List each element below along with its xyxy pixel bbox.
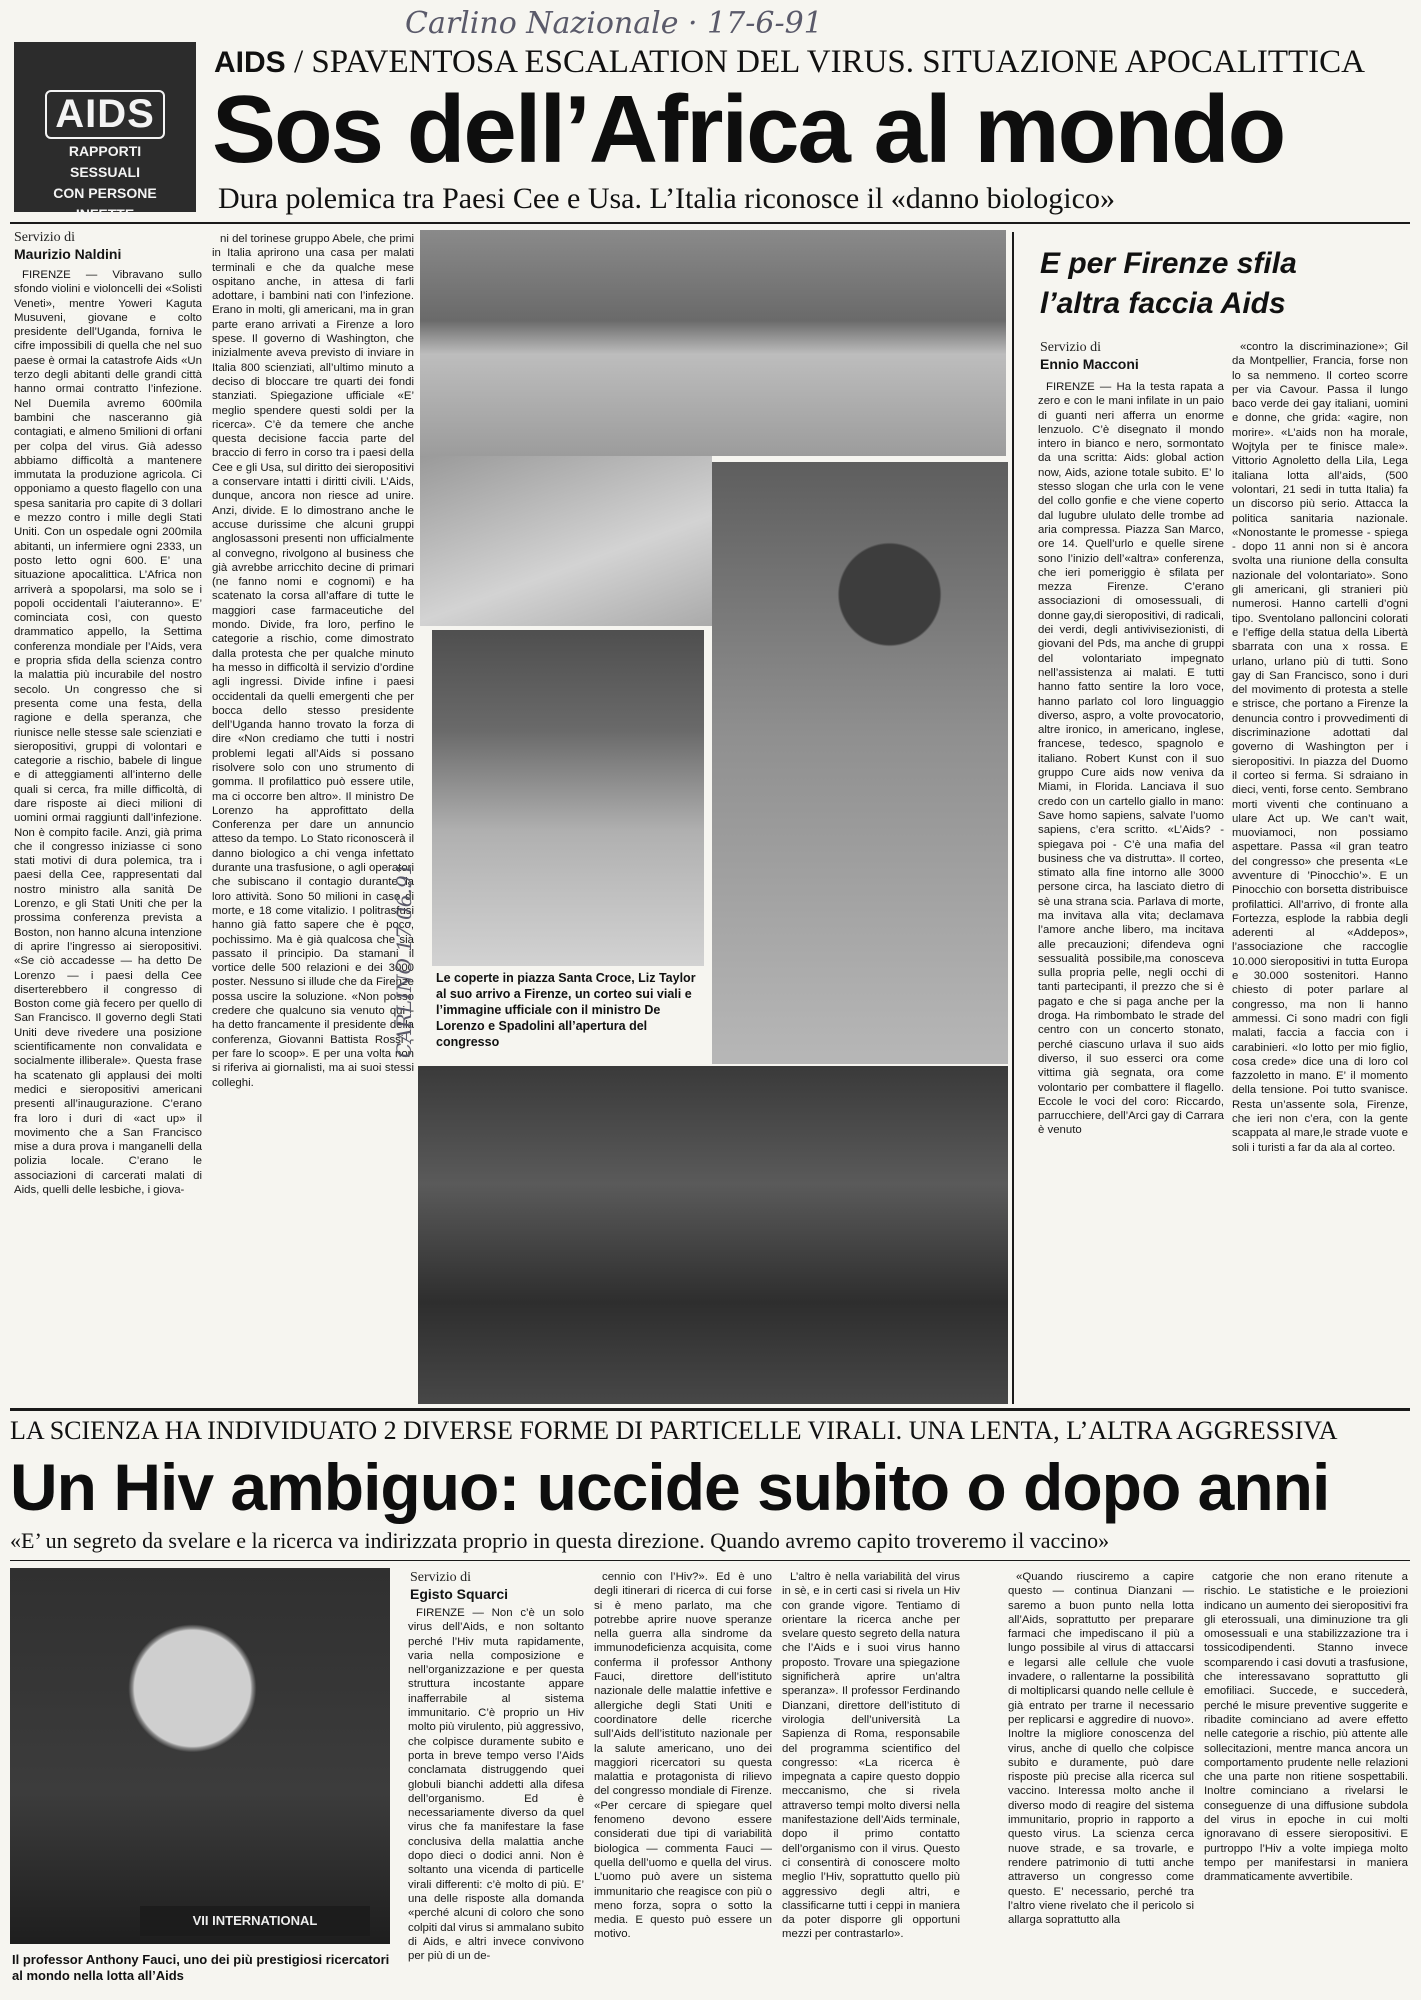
photo-quilts — [420, 456, 712, 626]
article1-byline-label: Servizio di — [14, 230, 76, 245]
aids-logo — [14, 42, 196, 222]
article2-column-1: FIRENZE — Non c’è un solo virus dell’Aids, e non soltanto perché l’Hiv muta rapidamente, varia nella composizione e nell’organizzazione e per questa struttura incostante appare inafferrabile al sistema immunitario. C’è proprio un Hiv molto più virulento, più aggressivo, che colpisce duramente subito e porta in breve tempo verso l’Aids conclamata distruggendo quei globuli bianchi addetti alla difesa dell’organismo. Ed è necessariamente diverso da quel virus che fa manifestare la fase conclusiva della malattia anche dopo dieci o dodici anni. Non è soltanto una vicenda di particelle virali differenti: c’è molto di più. E’ una delle risposte alla domanda «perché alcuni di coloro che sono colpiti dal virus si ammalano subito di Aids, e altri invece convivono per più di un de- — [408, 1607, 584, 1963]
aids-logo-line-1: RAPPORTI — [68, 143, 142, 159]
article1-caption: Le coperte in piazza Santa Croce, Liz Taylor al suo arrivo a Firenze, un corteo sui viali e l’immagine ufficiale con il ministro De Lorenzo e Spadolini all’apertura del congresso — [436, 971, 696, 1049]
article2-kicker: LA SCIENZA HA INDIVIDUATO 2 DIVERSE FORME DI PARTICELLE VIRALI. UNA LENTA, L’ALTRA AGGRESSIVA — [10, 1416, 1338, 1445]
sidebar-headline-line-2: l’altra faccia Aids — [1040, 287, 1286, 320]
photo-congress-opening — [418, 1066, 1008, 1404]
article2-caption: Il professor Anthony Fauci, uno dei più prestigiosi ricercatori al mondo nella lotta all’Aids — [12, 1952, 390, 1983]
aids-logo-line-3: CON PERSONE — [53, 185, 157, 201]
article2-column-4: «Quando riusciremo a capire questo — continua Dianzani — saremo a buon punto nella lotta all’Aids, soprattutto per preparare farmaci che impediscano il più a lungo possibile al virus di attaccarsi e legarsi alle cellule che vuole invadere, o rallentarne la possibilità di moltiplicarsi quando nelle cellule è già entrato per trarne il necessario per replicarsi e aggredire di nuovo». Inoltre la migliore conoscenza del virus, anche di quello che colpisce subito e duramente, può dare risposte più precise alla ricerca sul vaccino. Interessa molto anche il diverso modo di reagire del sistema immunitario, proprio in rapporto a questo virus. La scienza cerca nuove strade, e sa trovarle, e rendere patrimonio di tutti anche attraverso un congresso come questo. E’ necessario, perché tra l’altro viene rivelato che il pericolo si allarga soprattutto alla — [1008, 1571, 1194, 1927]
photo-sign: VII INTERNATIONAL — [140, 1906, 370, 1936]
photo-liz-taylor — [712, 462, 1008, 1064]
sidebar-column-2: «contro la discriminazione»; Gil da Montpellier, Francia, forse non lo sa nemmeno. Il corteo scorre per via Cavour. Passa il lungo baco verde dei gay italiani, uomini e donne, che grida: «agire, non morire». «L’aids non ha morale, Wojtyla per te finisce male». Vittorio Agnoletto della Lila, Lega italiana lotta all’aids, (500 volontari, 21 sedi in tutta Italia) fa un discorso più serio. Attacca la politica sanitaria nazionale. «Nonostante le promesse - spiega - dopo 11 anni non si è ancora svolta una riunione della consulta nazionale del volontariato». Sono gli americani, gli stranieri più numerosi. Hanno cartelli d’ogni tipo. Sventolano palloncini colorati e l’effige della statua della Libertà sbarrata con una x rossa. E urlano, urlano più di tutti. Sono gay di San Francisco, sono i duri del movimento di protesta a stelle e strisce, che portano a Firenze la denuncia contro i provvedimenti di discriminazione adottati dal governo di Washington per i sieropositivi. In piazza del Duomo il corteo si ferma. Si sdraiano in dieci, venti, forse cento. Sembrano morti viventi che continuano a ulare Act up. We can’t wait, muoviamoci, non possiamo aspettare. Passa «il gran teatro del congresso» che presenta «Le avventure di ’Pinocchio’». E un Pinocchio con borsetta distribuisce profilattici. All’arrivo, di fronte alla Fortezza, esplode la rabbia degli aderenti al «Addepos», l’associazione che raccoglie 10.000 sieropositivi in tutta Europa e 30.000 sostenitori. Hanno chiesto di poter parlare al congresso, ma non li hanno ammessi. Ci sono madri con figli malati, faccia a faccia con i carabinieri. «Io lotto per mio figlio, cosa crede» dice una di loro col fazzoletto in mano. E’ il momento della tensione. Poi tutto svanisce. Resta un’assente sola, Firenze, che ieri non c’era, con la gente scappata al mare,le strade vuote e soli i turisti a far da ala al corteo. — [1232, 341, 1408, 1154]
kicker-text: / SPAVENTOSA ESCALATION DEL VIRUS. SITUAZIONE APOCALITTICA — [285, 44, 1365, 80]
article2-byline-name: Egisto Squarci — [410, 1586, 509, 1602]
article2-column-3: L’altro è nella variabilità del virus in sè, e in certi casi si rivela un Hiv con grande vigore. Tentiamo di orientare la ricerca anche per svelare questo segreto della natura che l’Aids e i suoi virus hanno proposto. Trovare una spiegazione significherà aprire un’altra speranza». Il professor Ferdinando Dianzani, direttore dell’istituto di virologia dell’università La Sapienza di Roma, responsabile del programma scientifico del congresso: «La ricerca è impegnata a capire questo doppio meccanismo, che si rivela attraverso tempi molto diversi nella manifestazione dell’Aids terminale, dopo il primo contatto dell’organismo con il virus. Questo ci consentirà di conoscere molto meglio l’Hiv, soprattutto quello più aggressivo degli altri, e classificarne tutti i ceppi in maniera da poter disporre gli opportuni mezzi per contrastarlo». — [782, 1571, 960, 1941]
article2-headline: Un Hiv ambiguo: uccide subito o dopo anni — [10, 1450, 1330, 1524]
article1-column-1: FIRENZE — Vibravano sullo sfondo violini e violoncelli dei «Solisti Veneti», mentre Yoweri Kaguta Musuveni, giovane e colto presidente dell’Uganda, forniva le cifre impossibili di quella che nel suo paese è ormai la catastrofe Aids «Un terzo degli abitanti delle grandi città hanno ormai contratto l’infezione. Nel Duemila avremo 600mila bambini che nasceranno già contagiati, e almeno 5milioni di orfani per colpa del virus. Già adesso abbiamo difficoltà a mantenere immutata la produzione agricola. Ci opponiamo a questo flagello con una spesa sanitaria pro capite di 3 dollari e mezzo contro i mille degli Stati Uniti. Con un ospedale ogni 200mila abitanti, un infermiere ogni 2333, un posto letto ogni 600. E’ una situazione apocalittica. L’Africa non arriverà a spopolarsi, ma solo se i popoli occidentali l’aiuteranno». E’ cominciata così, con questo drammatico appello, la Settima conferenza mondiale per l’Aids, vera e propria sfida della scienza contro la malattia più incurabile del nostro secolo. Un congresso che si presenta come una festa, della ragione e della speranza, che riunisce nelle stesse sale scienziati e sieropositivi, gruppi di volontari e categorie a rischio, babele di lingue e di atteggiamenti all’interno delle quali si cerca, fra mille difficoltà, di dare risposte ai dieci milioni di uomini ormai raggiunti dall’infezione. Non è compito facile. Anzi, già prima che il congresso iniziasse ci sono stati motivi di dura polemica, tra i paesi della Cee, rappresentati dal nostro ministro alla sanità De Lorenzo, e gli Stati Uniti che per la prossima conferenza prevista a Boston, non hanno alcuna intenzione di aprire l’ingresso ai sieropositivi. «Se ciò accadesse — ha detto De Lorenzo — i paesi della Cee diserterebbero il congresso di Boston come già fecero per quello di San Francisco. Il governo degli Stati Uniti deve rivedere una posizione scientificamente non convalidata e socialmente illiberale». Questa frase ha scatenato gli applausi dei molti medici e sieropositivi americani presenti all’inaugurazione. C’erano fra loro i duri di «act up» il movimento che a San Francisco mise a dura prova i manganelli della polizia locale. C’erano le associazioni di carcerati malati di Aids, quelli delle lesbiche, i giova- — [14, 269, 202, 1196]
aids-logo-line-2: SESSUALI — [69, 164, 140, 180]
sidebar-headline-line-1: E per Firenze sfila — [1040, 247, 1297, 280]
article2-column-5: catgorie che non erano ritenute a rischio. Le statistiche e le proiezioni indicano un aumento dei sieropositivi fra gli eterossuali, una diminuzione tra gli omosessuali e una stabilizzazione tra i tossicodipendenti. Stanno invece scomparendo i casi dovuti a trasfusione, che interessavano soprattutto gli emofiliaci. Succede, e succederà, perché le misure preventive suggerite e ribadite cominciano ad avere effetto nelle categorie a rischio, più attente alle sollecitazioni, mentre manca ancora un comportamento prudente nelle relazioni che una parte non ritiene sospettabili. Inoltre cominciano a rivelarsi le conseguenze di una diffusione subdola del virus in epoche in cui molti ignoravano di essere sieropositivi. E purtroppo l’Hiv a volte impiega molto tempo per manifestarsi in maniera drammaticamente avvertibile. — [1204, 1571, 1408, 1884]
photo-anthony-fauci — [10, 1568, 390, 1944]
article2-subhead: «E’ un segreto da svelare e la ricerca va indirizzata proprio in questa direzione. Quando avremo capito troveremo il vaccino» — [10, 1528, 1110, 1553]
aids-logo-title: AIDS — [45, 90, 165, 139]
article1-byline-name: Maurizio Naldini — [14, 246, 122, 262]
article2-column-2: cennio con l’Hiv?». Ed è uno degli itinerari di ricerca di cui forse si è meno parlato, ma che potrebbe aprire nuove speranze nella guerra alla sindrome da immunodeficienza acquisita, come conferma il professor Anthony Fauci, direttore dell’istituto nazionale delle malattie infettive e allergiche degli Stati Uniti e coordinatore delle ricerche sull’Aids dell’istituto nazionale per la salute americano, uno dei maggiori ricercatori su questa malattia e protagonista di rilievo del congresso mondiale di Firenze. «Per cercare di spiegare quel fenomeno devono essere considerati due tipi di variabilità biologica — commenta Fauci — quella dell’uomo e quella del virus. L’uomo può avere un sistema immunitario che reagisce con più o meno forza, sopra o sotto la media. E questo può essere un motivo. — [594, 1571, 772, 1941]
sidebar-rule — [1012, 232, 1014, 1404]
kicker-tag: AIDS — [214, 46, 286, 79]
article1-column-2: ni del torinese gruppo Abele, che primi in Italia aprirono una casa per malati terminali e che da qualche mese ospitano anche, in attesa di farli adottare, i bambini nati con l’infezione. Erano in molti, gli americani, ma in gran parte erano arrivati a Firenze a loro spese. Il governo di Washington, che inizialmente aveva previsto di inviare in Italia 800 scienziati, all’ultimo minuto a deciso di bloccare tre quarti dei fondi stanziati. Spiegazione ufficiale «E’ meglio spendere questi soldi per la ricerca». C’è da temere che anche questa decisione faccia parte del braccio di ferro in corso tra i paesi della Cee e gli Usa, sul diritto dei sieropositivi a conservare intatti i diritti civili. L’Aids, dunque, ancora non riesce ad unire. Anzi, divide. E lo dimostrano anche le accuse durissime che alcuni gruppi anglosassoni presenti non ufficialmente al convegno, rivolgono al business che già avrebbe arricchito decine di primari (ne fanno nomi e cognomi) e ha scatenato la corsa all’affare di tutte le maggiori case farmaceutiche del mondo. Divide, fra loro, perfino le categorie a rischio, come dimostrato dalla protesta che per qualche minuto ha messo in difficoltà il servizio d’ordine agli ingressi. Divide infine i paesi occidentali da quelli emergenti che per bocca dello stesso presidente dell’Uganda hanno trovato la forza di dire «Non crediamo che tutti i nostri problemi legati all’Aids si possano risolvere solo con uno strumento di gomma. Il profilattico può essere utile, ma ci occorre ben altro». Il ministro De Lorenzo ha approfittato della Conferenza per dare un annuncio atteso da tempo. Lo Stato riconoscerà il danno biologico a chi venga infettato durante una trasfusione, o agli operatori che subiscano il contagio durante la loro attività. Sono 50 milioni in caso di morte, e 18 come vitalizio. I politrasfusi hanno già fatto sapere che è poco, pochissimo. Ma è già qualcosa che sia passato il principio. Da stamani il vortice delle 500 relazioni e dei 3000 poster. Nessuno si illude che da Firenze possa uscire la soluzione. «Non posso credere che qualcuno sia venuto qui - ha detto francamente il presidente della conferenza, Giovanni Battista Rossi - per fare lo scoop». E per una volta non si riferiva ai giornalisti, ma ai suoi stessi colleghi. — [212, 233, 414, 1089]
article1-headline: Sos dell’Africa al mondo — [212, 76, 1285, 183]
article2-top-rule — [10, 1408, 1410, 1411]
photo-corteo-viali — [432, 630, 704, 966]
photo-piazza-santa-croce — [420, 230, 1006, 456]
handwritten-note: Carlino Nazionale · 17-6-91 — [405, 6, 823, 41]
sidebar-byline-name: Ennio Macconi — [1040, 356, 1139, 372]
article2-sub-rule — [10, 1560, 1410, 1561]
header-rule — [10, 222, 1410, 224]
sidebar-byline-label: Servizio di — [1040, 340, 1102, 355]
article2-byline-label: Servizio di — [410, 1570, 472, 1585]
article1-subhead: Dura polemica tra Paesi Cee e Usa. L’Italia riconosce il «danno biologico» — [218, 182, 1115, 215]
archive-stamp: CARLINO 17.06.91 — [392, 862, 416, 1058]
sidebar-column-1: FIRENZE — Ha la testa rapata a zero e con le mani infilate in un paio di guanti neri afferra un enorme lenzuolo. C’è disegnato il mondo intero in bianco e nero, sormontato da una scritta: Aids: global action now, Aids, azione totale subito. E’ lo stesso slogan che urla con le vene del collo gonfie e che viene coperto dal lugubre ululato delle trombe ad aria compressa. Piazza San Marco, ore 14. Quell’urlo e quelle sirene sono l’inizio dell’«altra» conferenza, che ieri pomeriggio è sfilata per mezza Firenze. C’erano associazioni di omosessuali, di donne gay,di sieropositivi, di radicali, dei verdi, degli antivivisezionisti, di giovani del Pds, ma anche di gruppi del volontariato impegnato nell’assistenza ai malati. E tutti hanno fatto sentire la loro voce, hanno parlato col loro linguaggio diverso, aspro, a volte provocatorio, altre ironico, in americano, inglese, francese, tedesco, spagnolo e italiano. Robert Kunst con il suo gruppo Cure aids now veniva da Miami, in Florida. Lanciava il suo credo con un cartello giallo in mano: Save homo sapiens, salvate l’uomo sapiens, c’era scritto. «L’Aids? - spiegava poi - C’è una mafia del business che va distrutta». Il corteo, stimato alla fine intorno alle 3000 persone circa, ha lasciato dietro di sè una strana scia. Parlava di morte, ma invitava alla vita; declamava l’amore anche libero, ma incitava alle precauzioni; difendeva ogni sessualità possibile,ma conosceva sulla propria pelle, negli occhi di tanti partecipanti, il prezzo che si è pagato e che si paga anche per la droga. Ha rimbombato le strade del centro con un concerto stonato, perché ciascuno urlava il suo aids diverso, il suo esserci ora come vittima già segnata, ora come volontario per combattere il flagello. Eccole le voci del coro: Riccardo, parrucchiere, dell’Arci gay di Carrara è venuto — [1038, 381, 1224, 1137]
aids-logo-line-4: INFETTE — [75, 206, 135, 222]
